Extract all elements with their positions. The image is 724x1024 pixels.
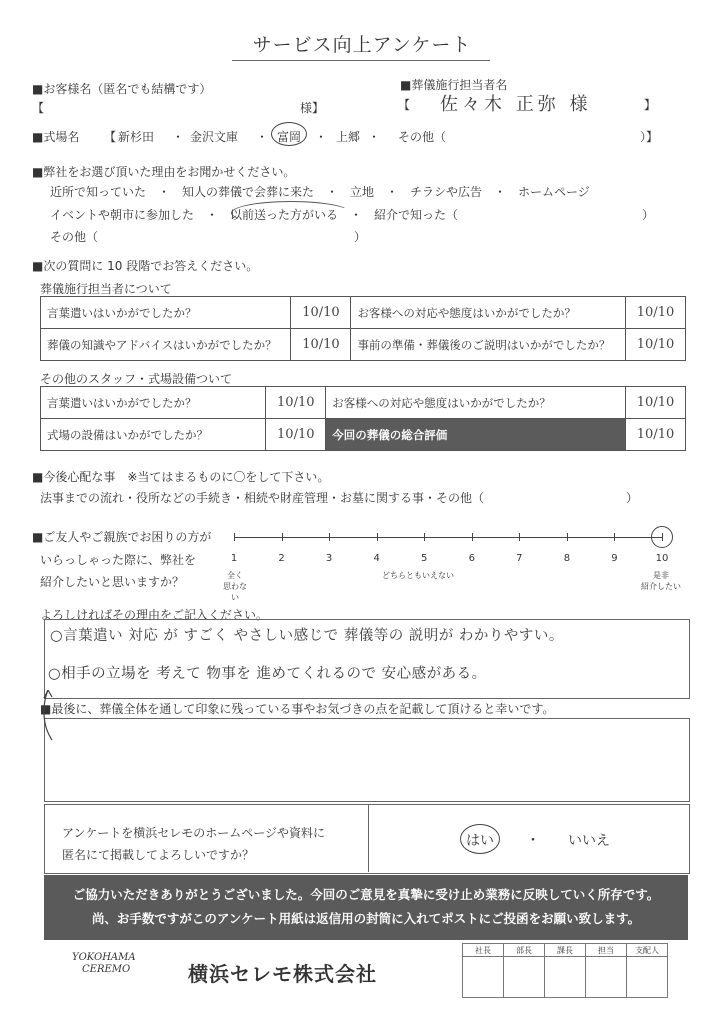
stamp-header: 課長 bbox=[545, 944, 586, 957]
score-cell[interactable]: 10/10 bbox=[626, 297, 686, 329]
thanks-line-1: ご協力いただきありがとうございました。今回のご意見を真摯に受け止め業務に反映していく所存です。 bbox=[72, 887, 660, 902]
other-section-title: その他のスタッフ・式場設備ついて bbox=[40, 372, 233, 386]
thanks-line-2: 尚、お手数ですがこのアンケート用紙は返信用の封筒に入れてポストにご投函をお願い致します。 bbox=[91, 911, 641, 926]
table-row bbox=[41, 297, 686, 329]
reason-line-2-close: ） bbox=[642, 208, 655, 222]
scale-tick-label: 8 bbox=[563, 553, 571, 564]
stamp-cell[interactable] bbox=[463, 957, 504, 998]
venue-option-other[interactable]: その他（ bbox=[398, 130, 447, 144]
other-rating-table bbox=[40, 386, 686, 451]
question-cell: 事前の準備・葬儀後のご説明はいかがでしたか？ bbox=[351, 329, 626, 361]
table-row bbox=[41, 387, 686, 419]
publish-question-2: 匿名にて掲載してよろしいですか？ bbox=[62, 848, 255, 862]
recommend-scale-line bbox=[234, 537, 662, 538]
score-cell[interactable]: 10/10 bbox=[266, 419, 326, 451]
stamp-header: 担当 bbox=[586, 944, 627, 957]
score-cell[interactable]: 10/10 bbox=[291, 329, 351, 361]
stamp-header: 支配人 bbox=[627, 944, 668, 957]
scale-tick-label: 9 bbox=[611, 553, 618, 564]
staff-name-label: ■葬儀施行担当者名 bbox=[400, 78, 508, 92]
scale-tick[interactable] bbox=[377, 533, 378, 541]
venue-option-kamigo[interactable]: 上郷 bbox=[336, 130, 361, 144]
question-cell: お客様への対応や態度はいかがでしたか？ bbox=[351, 297, 626, 329]
staff-name-open: 【 bbox=[398, 98, 411, 112]
recommend-question-1: ■ご友人やご親族でお困りの方が bbox=[32, 530, 212, 544]
question-cell: 言葉遣いはいかがでしたか？ bbox=[41, 297, 291, 329]
staff-section-title: 葬儀施行担当者について bbox=[40, 282, 172, 296]
score-cell[interactable]: 10/10 bbox=[626, 329, 686, 361]
question-cell: 言葉遣いはいかがでしたか？ bbox=[41, 387, 266, 419]
scale-tick-label: 1 bbox=[230, 553, 238, 564]
score-cell[interactable]: 10/10 bbox=[266, 387, 326, 419]
scale-tick[interactable] bbox=[282, 533, 283, 541]
score-cell[interactable]: 10/10 bbox=[626, 419, 686, 451]
recommend-question-3: 紹介したいと思いますか？ bbox=[40, 575, 185, 589]
customer-name-open: 【 bbox=[32, 101, 45, 115]
approval-stamp-table bbox=[462, 943, 668, 998]
venue-option-kanazawabunko[interactable]: 金沢文庫 bbox=[190, 130, 239, 144]
concerns-line[interactable]: 法事までの流れ・役所などの手続き・相続や財産管理・お墓に関する事・その他（ bbox=[40, 491, 485, 505]
reason-line-1[interactable]: 近所で知っていた ・ 知人の葬儀で会葬に来た ・ 立地 ・ チラシや広告 ・ ホームページ bbox=[50, 185, 590, 199]
publish-yes-circle bbox=[460, 824, 500, 854]
scale-tick[interactable] bbox=[234, 533, 235, 541]
stamp-cell[interactable] bbox=[627, 957, 668, 998]
scale-tick-label: 2 bbox=[278, 553, 285, 564]
scale-tick[interactable] bbox=[472, 533, 473, 541]
thanks-banner bbox=[44, 875, 688, 940]
reason-line-3[interactable]: その他（ bbox=[50, 230, 99, 244]
final-comment-label: ■最後に、葬儀全体を通して印象に残っている事やお気づきの点を記載して頂けると幸いです。 bbox=[40, 702, 555, 716]
venue-selected-circle bbox=[271, 122, 307, 146]
company-logo: YOKOHAMA CEREMO bbox=[72, 952, 136, 975]
table-row bbox=[41, 329, 686, 361]
company-name: 横浜セレモ株式会社 bbox=[188, 962, 377, 986]
scale-tick[interactable] bbox=[329, 533, 330, 541]
stamp-header: 社長 bbox=[463, 944, 504, 957]
overall-rating-label: 今回の葬儀の総合評価 bbox=[326, 419, 626, 451]
table-row bbox=[41, 419, 686, 451]
scale-tick-label: 6 bbox=[468, 553, 475, 564]
scale-tick-label: 10 bbox=[655, 553, 669, 564]
venue-open: 【 bbox=[104, 130, 117, 144]
scale-high-label: 是非 紹介したい bbox=[641, 571, 681, 591]
stamp-cell[interactable] bbox=[504, 957, 545, 998]
reason-label: ■弊社をお選び頂いた理由をお聞かせください。 bbox=[32, 165, 296, 179]
page-title: サービス向上アンケート bbox=[252, 34, 472, 56]
recommend-selected-circle bbox=[651, 526, 673, 548]
stamp-header: 部長 bbox=[504, 944, 545, 957]
publish-question-1: アンケートを横浜セレモのホームページや資料に bbox=[62, 826, 326, 840]
final-comment-box[interactable] bbox=[44, 718, 690, 802]
arrow-annotation-icon bbox=[40, 690, 64, 750]
reason-line-2[interactable]: イベントや朝市に参加した ・ 以前送った方がいる ・ 紹介で知った（ bbox=[50, 208, 459, 222]
customer-name-label: ■お客様名（匿名でも結構です） bbox=[32, 82, 212, 96]
reason-selected-mark bbox=[231, 201, 351, 225]
staff-name-value[interactable]: 佐々木 正弥 様 bbox=[440, 94, 592, 115]
scale-tick[interactable] bbox=[424, 533, 425, 541]
staff-rating-table bbox=[40, 296, 686, 361]
question-cell: お客様への対応や態度はいかがでしたか？ bbox=[326, 387, 626, 419]
concerns-close: ） bbox=[626, 491, 639, 505]
score-cell[interactable]: 10/10 bbox=[626, 387, 686, 419]
stamp-cell[interactable] bbox=[545, 957, 586, 998]
venue-label: ■式場名 bbox=[32, 130, 80, 144]
scale-tick-label: 5 bbox=[421, 553, 428, 564]
question-cell: 式場の設備はいかがでしたか？ bbox=[41, 419, 266, 451]
concerns-label: ■今後心配な事 ※当てはまるものに〇をして下さい。 bbox=[32, 470, 330, 484]
score-cell[interactable]: 10/10 bbox=[291, 297, 351, 329]
publish-yes[interactable]: はい bbox=[466, 833, 494, 849]
publish-no[interactable]: いいえ bbox=[568, 833, 610, 849]
scale-tick-label: 4 bbox=[373, 553, 380, 564]
reason-line-3-close: ） bbox=[354, 230, 367, 244]
scale-tick-label: 3 bbox=[325, 553, 333, 564]
venue-option-tomioka[interactable]: 富岡 bbox=[277, 130, 302, 144]
title-underline bbox=[232, 60, 490, 61]
stamp-cell[interactable] bbox=[586, 957, 627, 998]
reason-comment-label: よろしければその理由をご記入ください。 bbox=[40, 608, 269, 622]
customer-name-suffix: 様】 bbox=[300, 101, 325, 115]
venue-option-shinsugita[interactable]: 新杉田 bbox=[118, 130, 155, 144]
scale-low-label: 全く 思わない bbox=[223, 571, 247, 602]
question-cell: 葬儀の知識やアドバイスはいかがでしたか？ bbox=[41, 329, 291, 361]
scale-tick[interactable] bbox=[614, 533, 615, 541]
reason-comment-line-2: ○相手の立場を 考えて 物事を 進めてくれるので 安心感がある。 bbox=[48, 666, 487, 682]
scale-tick-label: 7 bbox=[516, 553, 523, 564]
scale-mid-label: どちらともいえない bbox=[382, 571, 454, 580]
rating-intro: ■次の質問に 10 段階でお答えください。 bbox=[32, 259, 259, 273]
reason-comment-line-1: ○言葉遣い 対応 が すごく やさしい感じで 葬儀等の 説明が わかりやすい。 bbox=[50, 628, 564, 644]
venue-close: ）】 bbox=[640, 130, 659, 144]
staff-name-close: 】 bbox=[644, 98, 657, 112]
recommend-question-2: いらっしゃった際に、弊社を bbox=[40, 553, 197, 567]
scale-tick[interactable] bbox=[519, 533, 520, 541]
scale-tick[interactable] bbox=[567, 533, 568, 541]
